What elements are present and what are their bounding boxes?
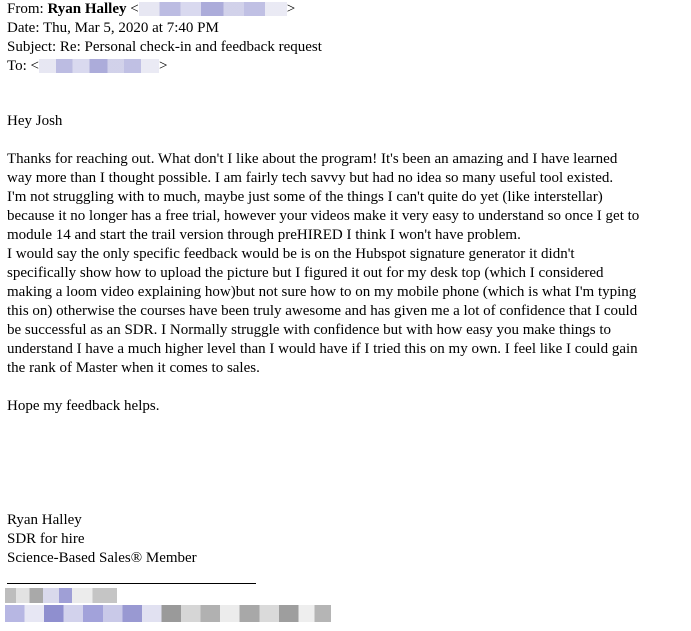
paragraph-line: making a loom video explaining how)but not sure how to on my mobile phone (which is what I'm typing [7,284,637,300]
closing-line: Hope my feedback helps. [7,398,160,414]
signature-title: SDR for hire [7,531,85,547]
greeting: Hey Josh [7,113,63,129]
paragraph-line: I'm not struggling with to much, maybe just some of the things I can't quite do yet (like interstellar) [7,189,603,205]
paragraph-line: specifically show how to upload the picture but I figured it out for my desk top (which I considered [7,265,604,281]
paragraph-line: way more than I thought possible. I am fairly tech savvy but had no idea so many useful tool existed. [7,170,614,186]
to-close-bracket: > [159,58,168,74]
to-label: To: < [7,58,39,74]
paragraph-line: I would say the only specific feedback would be is on the Hubspot signature generator it didn't [7,246,575,262]
paragraph-line: understand I have a much higher level than I would have if I tried this on my own. I feel like I could gain [7,341,638,357]
email-message [7,0,687,76]
redacted-signature-line-1 [5,588,117,603]
paragraph-line: be successful as an SDR. I Normally struggle with confidence but with how easy you make things to [7,322,612,338]
signature-name: Ryan Halley [7,512,82,528]
from-close-bracket: > [286,1,296,17]
from-line [7,0,687,19]
paragraph-line: because it no longer has a free trial, however your videos make it very easy to understand so once I get to [7,208,640,224]
paragraph-line: this on) otherwise the courses have been truly awesome and has given me a lot of confidence that I could [7,303,638,319]
redacted-sender-email [139,2,287,16]
sender-name: Ryan Halley [47,1,127,17]
paragraph-line: Thanks for reaching out. What don't I like about the program! It's been an amazing and I have learned [7,151,618,167]
message-paragraph [7,150,687,378]
from-open-bracket: < [126,1,139,17]
paragraph-line: the rank of Master when it comes to sales. [7,360,260,376]
date-line: Date: Thu, Mar 5, 2020 at 7:40 PM [7,20,219,36]
redacted-signature-line-2 [5,605,331,622]
from-label: From: [7,1,48,17]
signature-divider [7,583,256,584]
to-line [7,57,687,76]
signature-org: Science-Based Sales® Member [7,550,197,566]
redacted-recipient-email [39,59,159,73]
signature-block [7,511,197,568]
subject-line: Subject: Re: Personal check-in and feedback request [7,39,322,55]
paragraph-line: module 14 and start the trail version through preHIRED I think I won't have problem. [7,227,521,243]
